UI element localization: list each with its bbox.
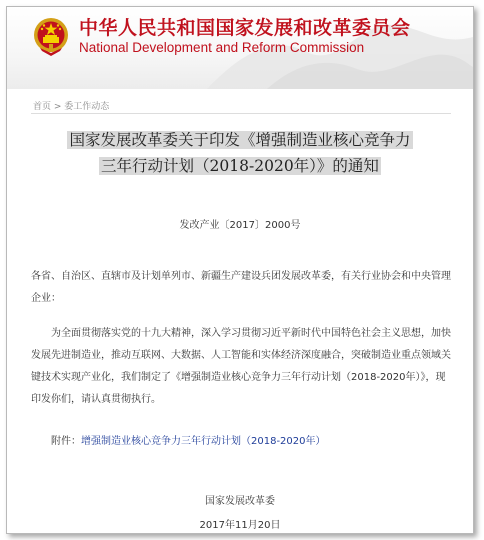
signature-date: 2017年11月20日 [199, 520, 281, 531]
breadcrumb [33, 99, 109, 112]
breadcrumb-section-link[interactable]: 委工作动态 [64, 102, 110, 112]
breadcrumb-home-link[interactable]: 首页 [33, 102, 52, 112]
breadcrumb-separator: > [51, 102, 65, 112]
divider [31, 113, 451, 114]
site-title-chinese: 中华人民共和国国家发展和改革委员会 [79, 17, 411, 39]
signature: 国家发展改革委 [205, 496, 275, 507]
page-frame [6, 6, 474, 534]
recipients-paragraph: 各省、自治区、直辖市及计划单列市、新疆生产建设兵团发展改革委，有关行业协会和中央管理企业： [31, 271, 451, 304]
national-emblem-icon [31, 15, 71, 57]
article-title-line-2: 三年行动计划（2018-2020年）》的通知 [101, 157, 379, 175]
site-title-english: National Development and Reform Commission [79, 40, 365, 55]
attachment-label: 附件： [51, 436, 81, 447]
article-title-line-1: 国家发展改革委关于印发《增强制造业核心竞争力 [69, 131, 411, 149]
attachment-link[interactable]: 增强制造业核心竞争力三年行动计划（2018-2020年） [81, 436, 326, 447]
document-number: 发改产业〔2017〕2000号 [179, 220, 301, 231]
attachment-line [51, 432, 326, 447]
site-header [7, 7, 473, 89]
body-paragraph: 为全面贯彻落实党的十九大精神，深入学习贯彻习近平新时代中国特色社会主义思想，加快发展先进制造业，推动互联网、大数据、人工智能和实体经济深度融合，突破制造业重点领域关键技术实现产业化，我们制定了《增强制造业核心竞争力三年行动计划（2018-2020年）》，现印发你们，请认真贯彻执行。 [31, 328, 451, 405]
